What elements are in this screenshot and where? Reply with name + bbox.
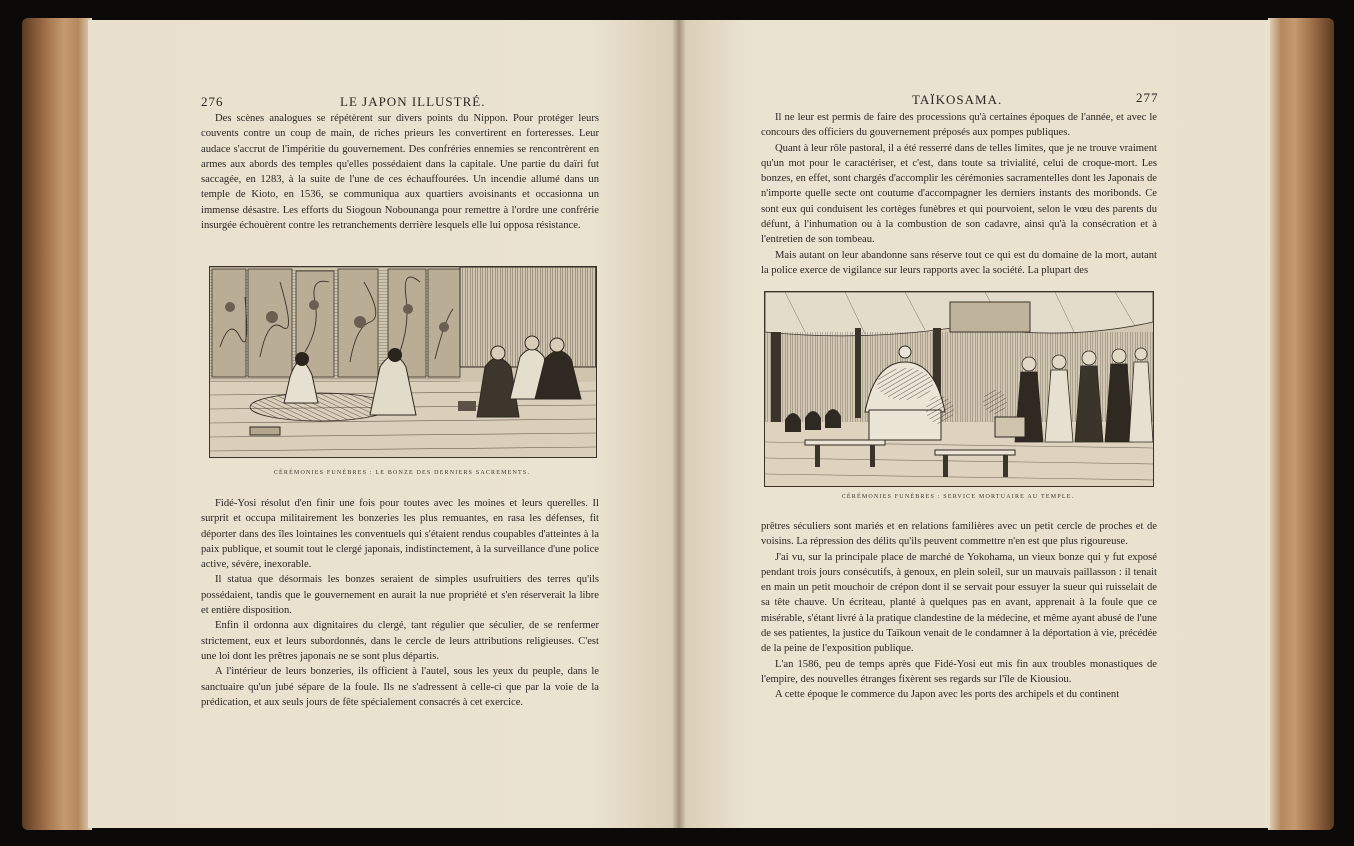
left-paragraph-5: A l'intérieur de leurs bonzeries, ils officient à l'autel, sous les yeux du peuple, dans le sanctuaire qu'un jubé sépare de la foule. Ils ne s'adressent à celle-ci que par la voie de la prédication, et aux seuls jours de fête spécialement consacrés à cet exercice. — [201, 666, 599, 708]
left-text-bottom — [201, 496, 599, 710]
left-paragraph-4: Enfin il ordonna aux dignitaires du clergé, tant régulier que séculier, de se renfermer strictement, eux et leurs subordonnés, dans le cercle de leurs attributions religieuses. C'est une loi dont les prêtres japonais ne se sont plus départis. — [201, 620, 599, 662]
right-running-head: TAÏKOSAMA. — [912, 92, 1003, 107]
left-page-number: 276 — [201, 94, 224, 109]
right-paragraph-2: Quant à leur rôle pastoral, il a été resserré dans de telles limites, que je ne trouve vraiment qu'un mot pour le caractériser, et c'est, dans toute sa trivialité, celui de croque-mort. Les bonzes, en effet, sont chargés d'accomplir les cérémonies sacramentelles dont les Japonais de n'importe quelle secte ont coutume d'accompagner les derniers instants des moribonds. Ce sont eux qui conduisent les cortèges funèbres et qui pourvoient, selon le vœu des parents du défunt, à l'inhumation ou à la combustion de son cadavre, ainsi qu'à la consécration et à l'entretien de son tombeau. — [761, 142, 1157, 246]
left-paragraph-2: Fidé-Yosi résolut d'en finir une fois pour toutes avec les moines et leurs querelles. Il surprit et occupa militairement les bonzeries les plus remuantes, en rasa les défenses, fit déporter dans des îles lointaines les conventuels qui s'étaient rendus coupables d'atteintes à la paix publique, et soumit tout le clergé japonais, indistinctement, à la surveillance d'une police active, sévère, inexorable. — [201, 498, 599, 571]
right-paragraph-5: J'ai vu, sur la principale place de marché de Yokohama, un vieux bonze qui y fut exposé pendant trois jours consécutifs, à genoux, en plein soleil, sur un mauvais paillasson : il tenait en main un petit mouchoir de crépon dont il se servait pour essuyer la sueur qui ruisselait de sa tête chauve. Un écriteau, planté à quelques pas en avant, apprenait à la foule que ce misérable, s'étant livré à la pratique clandestine de la médecine, et même ayant abusé de l'une de ses patientes, la justice du Taïkoun venait de le condamner à la déportation à vie, précédée de la peine de l'exposition publique. — [761, 551, 1157, 655]
engraving-temple-service — [764, 291, 1154, 487]
right-paragraph-6: L'an 1586, peu de temps après que Fidé-Yosi eut mis fin aux troubles monastiques de l'empire, des nouvelles étranges fixèrent ses regards sur l'île de Kiousiou. — [761, 658, 1157, 685]
book-page-edges-left — [22, 18, 92, 830]
right-page-number: 277 — [1136, 90, 1159, 105]
book-page-edges-right — [1268, 18, 1334, 830]
right-text-bottom — [761, 519, 1157, 703]
right-engraving-caption: CÉRÉMONIES FUNÈBRES : SERVICE MORTUAIRE AU TEMPLE. — [841, 494, 1075, 500]
engraving-last-sacraments — [209, 266, 597, 458]
engraving-last-sacraments-drawing — [210, 267, 596, 457]
left-text-top — [201, 111, 599, 233]
left-paragraph-3: Il statua que désormais les bonzes seraient de simples usufruitiers des terres qu'ils possédaient, tandis que le gouvernement en aurait la nue propriété et s'en réserverait la libre et entière disposition. — [201, 574, 599, 617]
right-text-top — [761, 110, 1157, 278]
book-gutter — [672, 20, 686, 828]
right-paragraph-1: Il ne leur est permis de faire des processions qu'à certaines époques de l'année, et avec le concours des officiers du gouvernement préposés aux pompes publiques. — [761, 112, 1157, 139]
left-running-head: LE JAPON ILLUSTRÉ. — [340, 94, 486, 109]
left-engraving-caption: CÉRÉMONIES FUNÈBRES : LE BONZE DES DERNIERS SACREMENTS. — [273, 470, 531, 476]
engraving-temple-service-drawing — [765, 292, 1153, 486]
right-paragraph-4: prêtres séculiers sont mariés et en relations familières avec un petit cercle de proches et de voisins. La répression des délits qu'ils peuvent commettre n'en est que plus rigoureuse. — [761, 521, 1157, 548]
right-paragraph-7: A cette époque le commerce du Japon avec les ports des archipels et du continent — [775, 689, 1120, 701]
right-paragraph-3: Mais autant on leur abandonne sans réserve tout ce qui est du domaine de la mort, autant la police exerce de vigilance sur leurs rapports avec la société. La plupart des — [761, 249, 1157, 276]
left-paragraph-1: Des scènes analogues se répétèrent sur divers points du Nippon. Pour protéger leurs couvents contre un coup de main, de riches prieurs les convertirent en forteresses. Leur audace s'accrut de l'impéritie du gouvernement. Des confréries ennemies se rencontrèrent en armes aux abords des temples qu'elles possédaient dans la capitale. Une partie du daïri fut saccagée, en 1283, à la suite de l'une de ces échauffourées. Un incendie allumé dans un temple de Kioto, en 1536, se communiqua aux quartiers avoisinants et occasionna un immense désastre. Les efforts du Siogoun Nobounanga pour remettre à l'ordre une confrérie insurgée échouèrent contre les retranchements derrière lesquels elle lui opposa résistance. — [201, 113, 599, 232]
